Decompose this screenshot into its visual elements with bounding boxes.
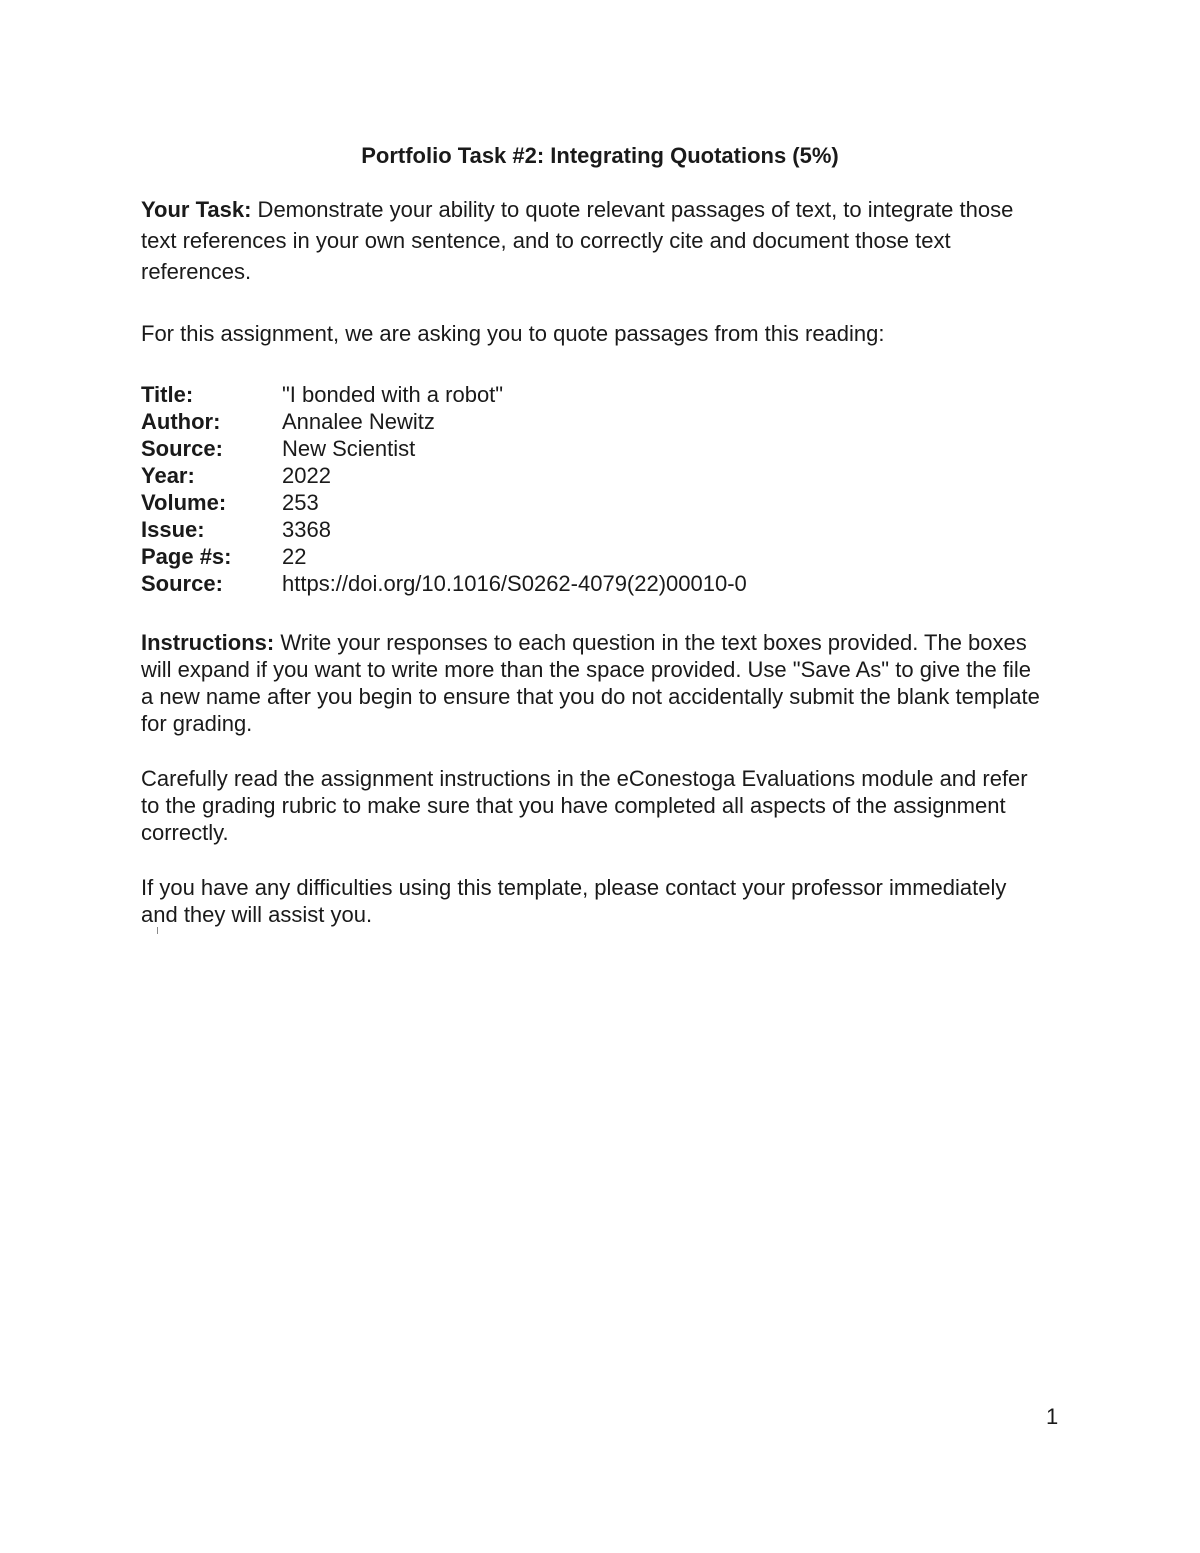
reading-value: 3368	[282, 517, 331, 542]
reading-value: 22	[282, 544, 307, 569]
text-cursor-mark	[157, 927, 158, 934]
reading-row-year	[141, 462, 1041, 489]
reading-value: 253	[282, 490, 319, 515]
task-label: Your Task:	[141, 197, 252, 222]
reading-label: Volume:	[141, 490, 227, 515]
instructions-text: Write your responses to each question in the text boxes provided. The boxes will expand if you want to write more than the space provided. Use "Save As" to give the file a new name after you begin to ensure that you do not accidentally submit the blank template for grading.	[141, 630, 1040, 736]
rubric-paragraph: Carefully read the assignment instructions in the eConestoga Evaluations module and refer to the grading rubric to make sure that you have completed all aspects of the assignment correctly.	[141, 766, 1028, 845]
reading-row-issue	[141, 516, 1041, 543]
reading-label: Title:	[141, 382, 194, 407]
instructions-paragraph	[141, 629, 1041, 737]
reading-value: Annalee Newitz	[282, 409, 435, 434]
reading-label: Source:	[141, 436, 223, 461]
reading-row-author	[141, 408, 1041, 435]
reading-row-doi	[141, 570, 1041, 597]
doi-link[interactable]: https://doi.org/10.1016/S0262-4079(22)00010-0	[282, 571, 747, 596]
help-paragraph: If you have any difficulties using this template, please contact your professor immediately and they will assist you.	[141, 875, 1007, 927]
reading-label: Page #s:	[141, 544, 232, 569]
reading-value: 2022	[282, 463, 331, 488]
instructions-label: Instructions:	[141, 630, 275, 655]
task-text: Demonstrate your ability to quote relevant passages of text, to integrate those text references in your own sentence, and to correctly cite and document those text references.	[141, 197, 1014, 284]
reading-value: "I bonded with a robot"	[282, 382, 504, 407]
reading-details	[141, 381, 1041, 597]
reading-label: Author:	[141, 409, 221, 434]
reading-label: Issue:	[141, 517, 205, 542]
task-paragraph	[141, 194, 1041, 287]
page-number: 1	[1046, 1404, 1059, 1429]
reading-row-volume	[141, 489, 1041, 516]
reading-row-pages	[141, 543, 1041, 570]
reading-row-source	[141, 435, 1041, 462]
reading-label: Source:	[141, 571, 223, 596]
reading-value: New Scientist	[282, 436, 416, 461]
reading-label: Year:	[141, 463, 195, 488]
reading-row-title	[141, 381, 1041, 408]
document-title: Portfolio Task #2: Integrating Quotations (5%)	[361, 143, 839, 168]
intro-paragraph: For this assignment, we are asking you to quote passages from this reading:	[141, 321, 885, 346]
